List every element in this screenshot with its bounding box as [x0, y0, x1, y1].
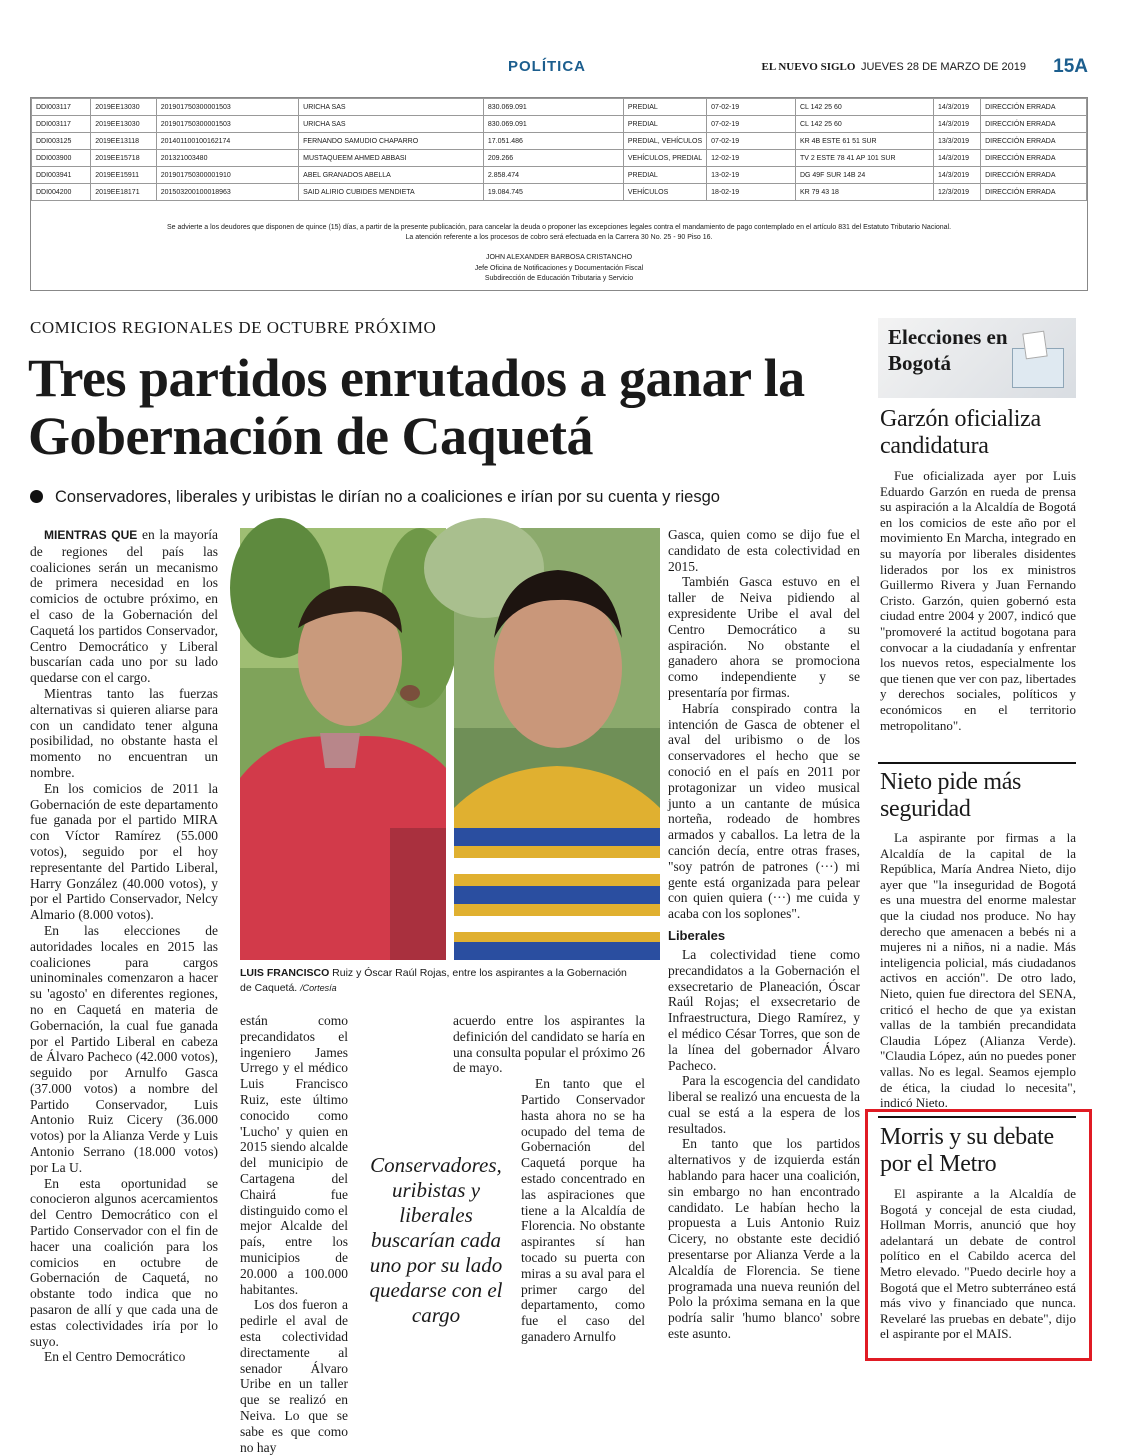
notice-address: La atención referente a los procesos de cobro será efectuada en la Carrera 30 No. 25 - 90 Piso 16.	[405, 234, 713, 241]
paragraph: En tanto que el Partido Conservador hasta ahora no se ha ocupado del tema de Gobernación del Caquetá porque ha estado concentrado en las aspiraciones que tiene a la Alcaldía de Florencia. No obstante aspirantes sí han tocado su puerta con miras a su aval para el primer cargo del departamento, como fue el caso del ganadero Arnulfo	[521, 1076, 645, 1344]
table-row	[32, 184, 1087, 201]
table-row	[32, 133, 1087, 150]
paragraph: La colectividad tiene como precandidatos a la Gobernación el exsecretario de Planeación, Óscar Raúl Rojas; el exsecretario de Infraestructura, Diego Ramírez, y el médico César Torres, que son de la línea del gobernador Álvaro Pacheco.	[668, 946, 860, 1073]
paragraph: acuerdo entre los aspirantes la definición del candidato se haría en una consulta popular el próximo 26 de mayo.	[453, 1013, 645, 1076]
notice-signer: JOHN ALEXANDER BARBOSA CRISTANCHO	[485, 254, 633, 261]
pull-quote: Conservadores, uribistas y liberales buscarían cada uno por su lado quedarse con el cargo	[369, 1153, 503, 1327]
table-cell: SAID ALIRIO CUBIDES MENDIETA	[299, 184, 484, 201]
caption-credit: /Cortesía	[300, 983, 337, 993]
table-cell: 201401100100162174	[156, 133, 298, 150]
table-cell: 201901750300001910	[156, 167, 298, 184]
table-cell: DDI003941	[32, 167, 91, 184]
paragraph: En el Centro Democrático	[44, 1349, 186, 1365]
photo-oscar-raul-rojas	[454, 528, 660, 960]
table-row	[32, 150, 1087, 167]
caption-text: Ruiz y Óscar Raúl Rojas, entre los aspirantes a la Gobernación de Caquetá.	[240, 967, 627, 994]
table-cell: DDI003125	[32, 133, 91, 150]
table-cell: DDI003117	[32, 99, 91, 116]
table-cell: 12/3/2019	[933, 184, 980, 201]
paragraph: Mientras tanto las fuerzas alternativas si quieren aliarse para con un candidato tener alguna posibilidad, no obstante hasta el momento no encuentran un nombre.	[30, 685, 218, 780]
article-headline: Tres partidos enrutados a ganar la Gobernación de Caquetá	[28, 348, 805, 466]
notice-office: Subdirección de Educación Tributaria y Servicio	[484, 275, 634, 282]
table-cell: 201503200100018963	[156, 184, 298, 201]
table-row	[32, 167, 1087, 184]
table-cell: 07-02-19	[707, 133, 796, 150]
table-cell: PREDIAL	[623, 116, 706, 133]
table-cell: DDI003900	[32, 150, 91, 167]
paragraph: En esta oportunidad se conocieron algunos acercamientos del Centro Democrático con el Partido Conservador con el fin de hacer una coalición para los comicios en octubre de Gobernación de Caquetá, no obstante todo indica que no pasaron de allí y que cada una de estas colectividades iría por lo suyo.	[30, 1175, 218, 1349]
table-cell: 07-02-19	[707, 116, 796, 133]
paper-name	[762, 61, 1026, 73]
table-cell: PREDIAL	[623, 167, 706, 184]
table-cell: 830.069.091	[483, 99, 623, 116]
paragraph: La aspirante por firmas a la Alcaldía de la capital de la República, María Andrea Nieto, dijo ayer que "la inseguridad de Bogotá es una muestra del enorme malestar que la ciudad nos produce. No hay derecho que amenacen a bebés ni a mujeres ni a niños, ni a nadie. Más inteligencia policial, más ciudadanos activos en acción". De otro lado, Nieto, quien fue directora del SENA, criticó el hecho de que ya existan vallas de la también precandidata Claudia López (Alianza Verde). "Claudia López, aún no puedes poner vallas. No es legal. Seamos ejemplo de ética, la ciudad lo necesita", indicó Nieto.	[880, 830, 1076, 1111]
table-cell: 201901750300001503	[156, 99, 298, 116]
table-cell: 209.266	[483, 150, 623, 167]
table-cell: 2019EE13030	[91, 99, 157, 116]
table-cell: KR 4B ESTE 61 51 SUR	[795, 133, 933, 150]
table-cell: 2.858.474	[483, 167, 623, 184]
paragraph: En tanto que los partidos alternativos y de izquierda están hablando para hacer una coalición, sin embargo no han encontrado candidato. Le habían hecho la propuesta a Luis Antonio Ruiz Cicery, no obstante este decidió presentarse por Alianza Verde a la Alcaldía de Florencia. Se tiene programada una nueva reunión del Polo la próxima semana en la que podría salir 'humo blanco' sobre este asunto.	[668, 1136, 860, 1342]
table-cell: 2019EE15718	[91, 150, 157, 167]
article-subhead	[30, 488, 860, 507]
paragraph: Gasca, quien como se dijo fue el candidato de esta colectividad en 2015.	[668, 527, 860, 574]
paragraph: Fue oficializada ayer por Luis Eduardo Garzón en rueda de prensa su aspiración a la Alcaldía de Bogotá en los comicios de este año por el movimiento En Marcha, integrado en su mayoría por liberales disidentes liderados por los ex ministros Guillermo Rivera y Juan Fernando Cristo. Garzón, quien gobernó esta ciudad entre 2004 y 2007, indicó que "promoveré la actitud bogotana para convocar a la ciudadanía y enfrentar los nuevos retos, especialmente los que tienen que ver con paz, libertades y derechos sociales, políticos y económicos en el territorio metropolitano".	[880, 468, 1076, 733]
article-column-2	[240, 1013, 348, 1455]
table-cell: DG 49F SUR 14B 24	[795, 167, 933, 184]
notice-role: Jefe Oficina de Notificaciones y Documentación Fiscal	[474, 265, 644, 272]
article-column-4	[668, 527, 860, 1342]
paragraph: están como precandidatos el ingeniero James Urrego y el médico Luis Francisco Ruiz, este último conocido como 'Lucho' y quien en 2015 siendo alcalde del municipio de Cartagena del Chairá fue distinguido como el mejor Alcalde del país, entre los municipios de 20.000 a 100.000 habitantes.	[240, 1013, 348, 1297]
table-cell: DIRECCIÓN ERRADA	[981, 99, 1087, 116]
page-number: 15A	[1053, 56, 1088, 77]
table-cell: CL 142 25 60	[795, 99, 933, 116]
table-cell: 13-02-19	[707, 167, 796, 184]
table-cell: DIRECCIÓN ERRADA	[981, 150, 1087, 167]
paper-title: EL NUEVO SIGLO	[761, 61, 856, 73]
ballot-icon	[1022, 331, 1047, 360]
notice-advisory: Se advierte a los deudores que disponen de quince (15) días, a partir de la presente publicación, para cancelar la deuda o proponer las excepciones legales contra el mandamiento de pago contemplado en el artículo 831 del Estatuto Tributario Nacional.	[166, 224, 952, 231]
table-cell: 12-02-19	[707, 150, 796, 167]
paragraph: Los dos fueron a pedirle el aval de esta colectividad directamente al senador Álvaro Uribe en un taller que se realizó en Neiva. Lo que se sabe es que como no hay	[240, 1297, 348, 1455]
table-cell: FERNANDO SAMUDIO CHAPARRO	[299, 133, 484, 150]
table-cell: 2019EE18171	[91, 184, 157, 201]
paragraph: En los comicios de 2011 la Gobernación de este departamento fue ganada por el partido MIRA con Víctor Ramírez (55.000 votos), seguido por el hoy representante del Partido Liberal, Harry González (40.000 votos), y por el Partido Conservador, Nelcy Almario (8.000 votos).	[30, 780, 218, 923]
table-cell: 2019EE15911	[91, 167, 157, 184]
table-cell: 201321003480	[156, 150, 298, 167]
paragraph: El aspirante a la Alcaldía de Bogotá y concejal de esta ciudad, Hollman Morris, anunció que hoy adelantará un debate de control político en el Cabildo acerca del Metro elevado. "Puedo decirle hoy a Bogotá que el Metro subterráneo está más vivo y financiado que nunca. Revelaré las pruebas en debate", dijo el aspirante por el MAIS.	[880, 1186, 1076, 1342]
table-row	[32, 99, 1087, 116]
table-cell: PREDIAL	[623, 99, 706, 116]
table-cell: 201901750300001503	[156, 116, 298, 133]
paragraph: en la mayoría de regiones del país las coaliciones serán un mecanismo de primera necesidad en los comicios de octubre próximo, en el caso de la Gobernación del Caquetá los partidos Conservador, Centro Democrático y Liberal buscarían cada uno por su lado quedarse con el cargo.	[30, 527, 219, 686]
paragraph: También Gasca estuvo en el taller de Neiva pidiendo al expresidente Uribe el aval del Centro Democrático a su aspiración. No obstante el ganadero ahora se promociona como independiente y se presentaría por firmas.	[668, 574, 860, 700]
paragraph: En las elecciones de autoridades locales en 2015 las coaliciones para cargos uninominales comenzaron a hacer su 'agosto' en diferentes regiones, no en Caquetá en materia de Gobernación, la cual fue ganada por el Partido Liberal en cabeza de Álvaro Pacheco (42.000 votos), seguido por Arnulfo Gasca (37.000 votos) a nombre del Partido Conservador, Luis Antonio Ruiz Cicery (36.000 votos) por la Alianza Verde y Luis Antonio Serrano (18.000 votos) por La U.	[30, 922, 218, 1175]
section-subtitle: Liberales	[668, 927, 726, 943]
table-cell: CL 142 25 60	[795, 116, 933, 133]
table-cell: 14/3/2019	[933, 150, 980, 167]
table-row	[32, 116, 1087, 133]
table-cell: URICHA SAS	[299, 116, 484, 133]
page-header	[30, 58, 1088, 80]
table-cell: VEHÍCULOS	[623, 184, 706, 201]
lead-word: MIENTRAS QUE	[44, 528, 138, 542]
photo-luis-francisco-ruiz	[240, 528, 446, 960]
sidebar-title-morris: Morris y su debate por el Metro	[880, 1124, 1054, 1177]
notice-table	[31, 98, 1087, 201]
subhead-text: Conservadores, liberales y uribistas le dirían no a coaliciones e irían por su cuenta y riesgo	[55, 488, 720, 506]
table-cell: 14/3/2019	[933, 99, 980, 116]
article-column-1	[30, 527, 218, 1365]
section-name: POLÍTICA	[508, 58, 586, 75]
table-cell: PREDIAL, VEHÍCULOS	[623, 133, 706, 150]
photo-caption	[240, 966, 640, 996]
table-cell: MUSTAQUEEM AHMED ABBASI	[299, 150, 484, 167]
table-cell: 17.051.486	[483, 133, 623, 150]
table-cell: DIRECCIÓN ERRADA	[981, 116, 1087, 133]
sidebar-title-garzon: Garzón oficializa candidatura	[880, 406, 1041, 459]
table-cell: URICHA SAS	[299, 99, 484, 116]
bullet-icon	[30, 490, 43, 503]
table-cell: 2019EE13030	[91, 116, 157, 133]
table-cell: 14/3/2019	[933, 116, 980, 133]
table-cell: 830.069.091	[483, 116, 623, 133]
table-cell: DIRECCIÓN ERRADA	[981, 167, 1087, 184]
sidebar-body-garzon	[880, 468, 1076, 733]
highlight-box	[865, 1109, 1092, 1361]
table-cell: DIRECCIÓN ERRADA	[981, 184, 1087, 201]
table-cell: DIRECCIÓN ERRADA	[981, 133, 1087, 150]
table-cell: 19.084.745	[483, 184, 623, 201]
badge-title: Elecciones en Bogotá	[888, 325, 1008, 375]
paragraph: Habría conspirado contra la intención de Gasca de obtener el aval del uribismo o de los conservadores el hecho que se conoció en el país en 2011 por protagonizar un video musical junto a un cantante de música norteña, rodeado de hombres armados y caballos. La letra de la canción decía, entre otras frases, "soy patrón de patrones (···) mi gente está organizada para pelear con quien quiera (···) me cuida y acaba con los soplones".	[668, 700, 860, 922]
sidebar-body-nieto	[880, 830, 1076, 1111]
table-cell: 18-02-19	[707, 184, 796, 201]
elecciones-badge	[878, 318, 1076, 398]
divider	[878, 762, 1076, 764]
table-cell: ABEL GRANADOS ABELLA	[299, 167, 484, 184]
table-cell: TV 2 ESTE 78 41 AP 101 SUR	[795, 150, 933, 167]
article-kicker: COMICIOS REGIONALES DE OCTUBRE PRÓXIMO	[30, 318, 437, 337]
caption-name: LUIS FRANCISCO	[240, 967, 330, 979]
table-cell: 14/3/2019	[933, 167, 980, 184]
table-cell: DDI004200	[32, 184, 91, 201]
table-cell: 2019EE13118	[91, 133, 157, 150]
legal-notice	[30, 97, 1088, 291]
table-cell: 07-02-19	[707, 99, 796, 116]
table-cell: KR 79 43 18	[795, 184, 933, 201]
table-cell: VEHÍCULOS, PREDIAL	[623, 150, 706, 167]
table-cell: DDI003117	[32, 116, 91, 133]
paragraph: Para la escogencia del candidato liberal se realizó una encuesta de la cual se está a la espera de los resultados.	[668, 1073, 860, 1136]
table-cell: 13/3/2019	[933, 133, 980, 150]
sidebar-title-nieto: Nieto pide más seguridad	[880, 769, 1022, 822]
paper-date: JUEVES 28 DE MARZO DE 2019	[860, 61, 1026, 73]
